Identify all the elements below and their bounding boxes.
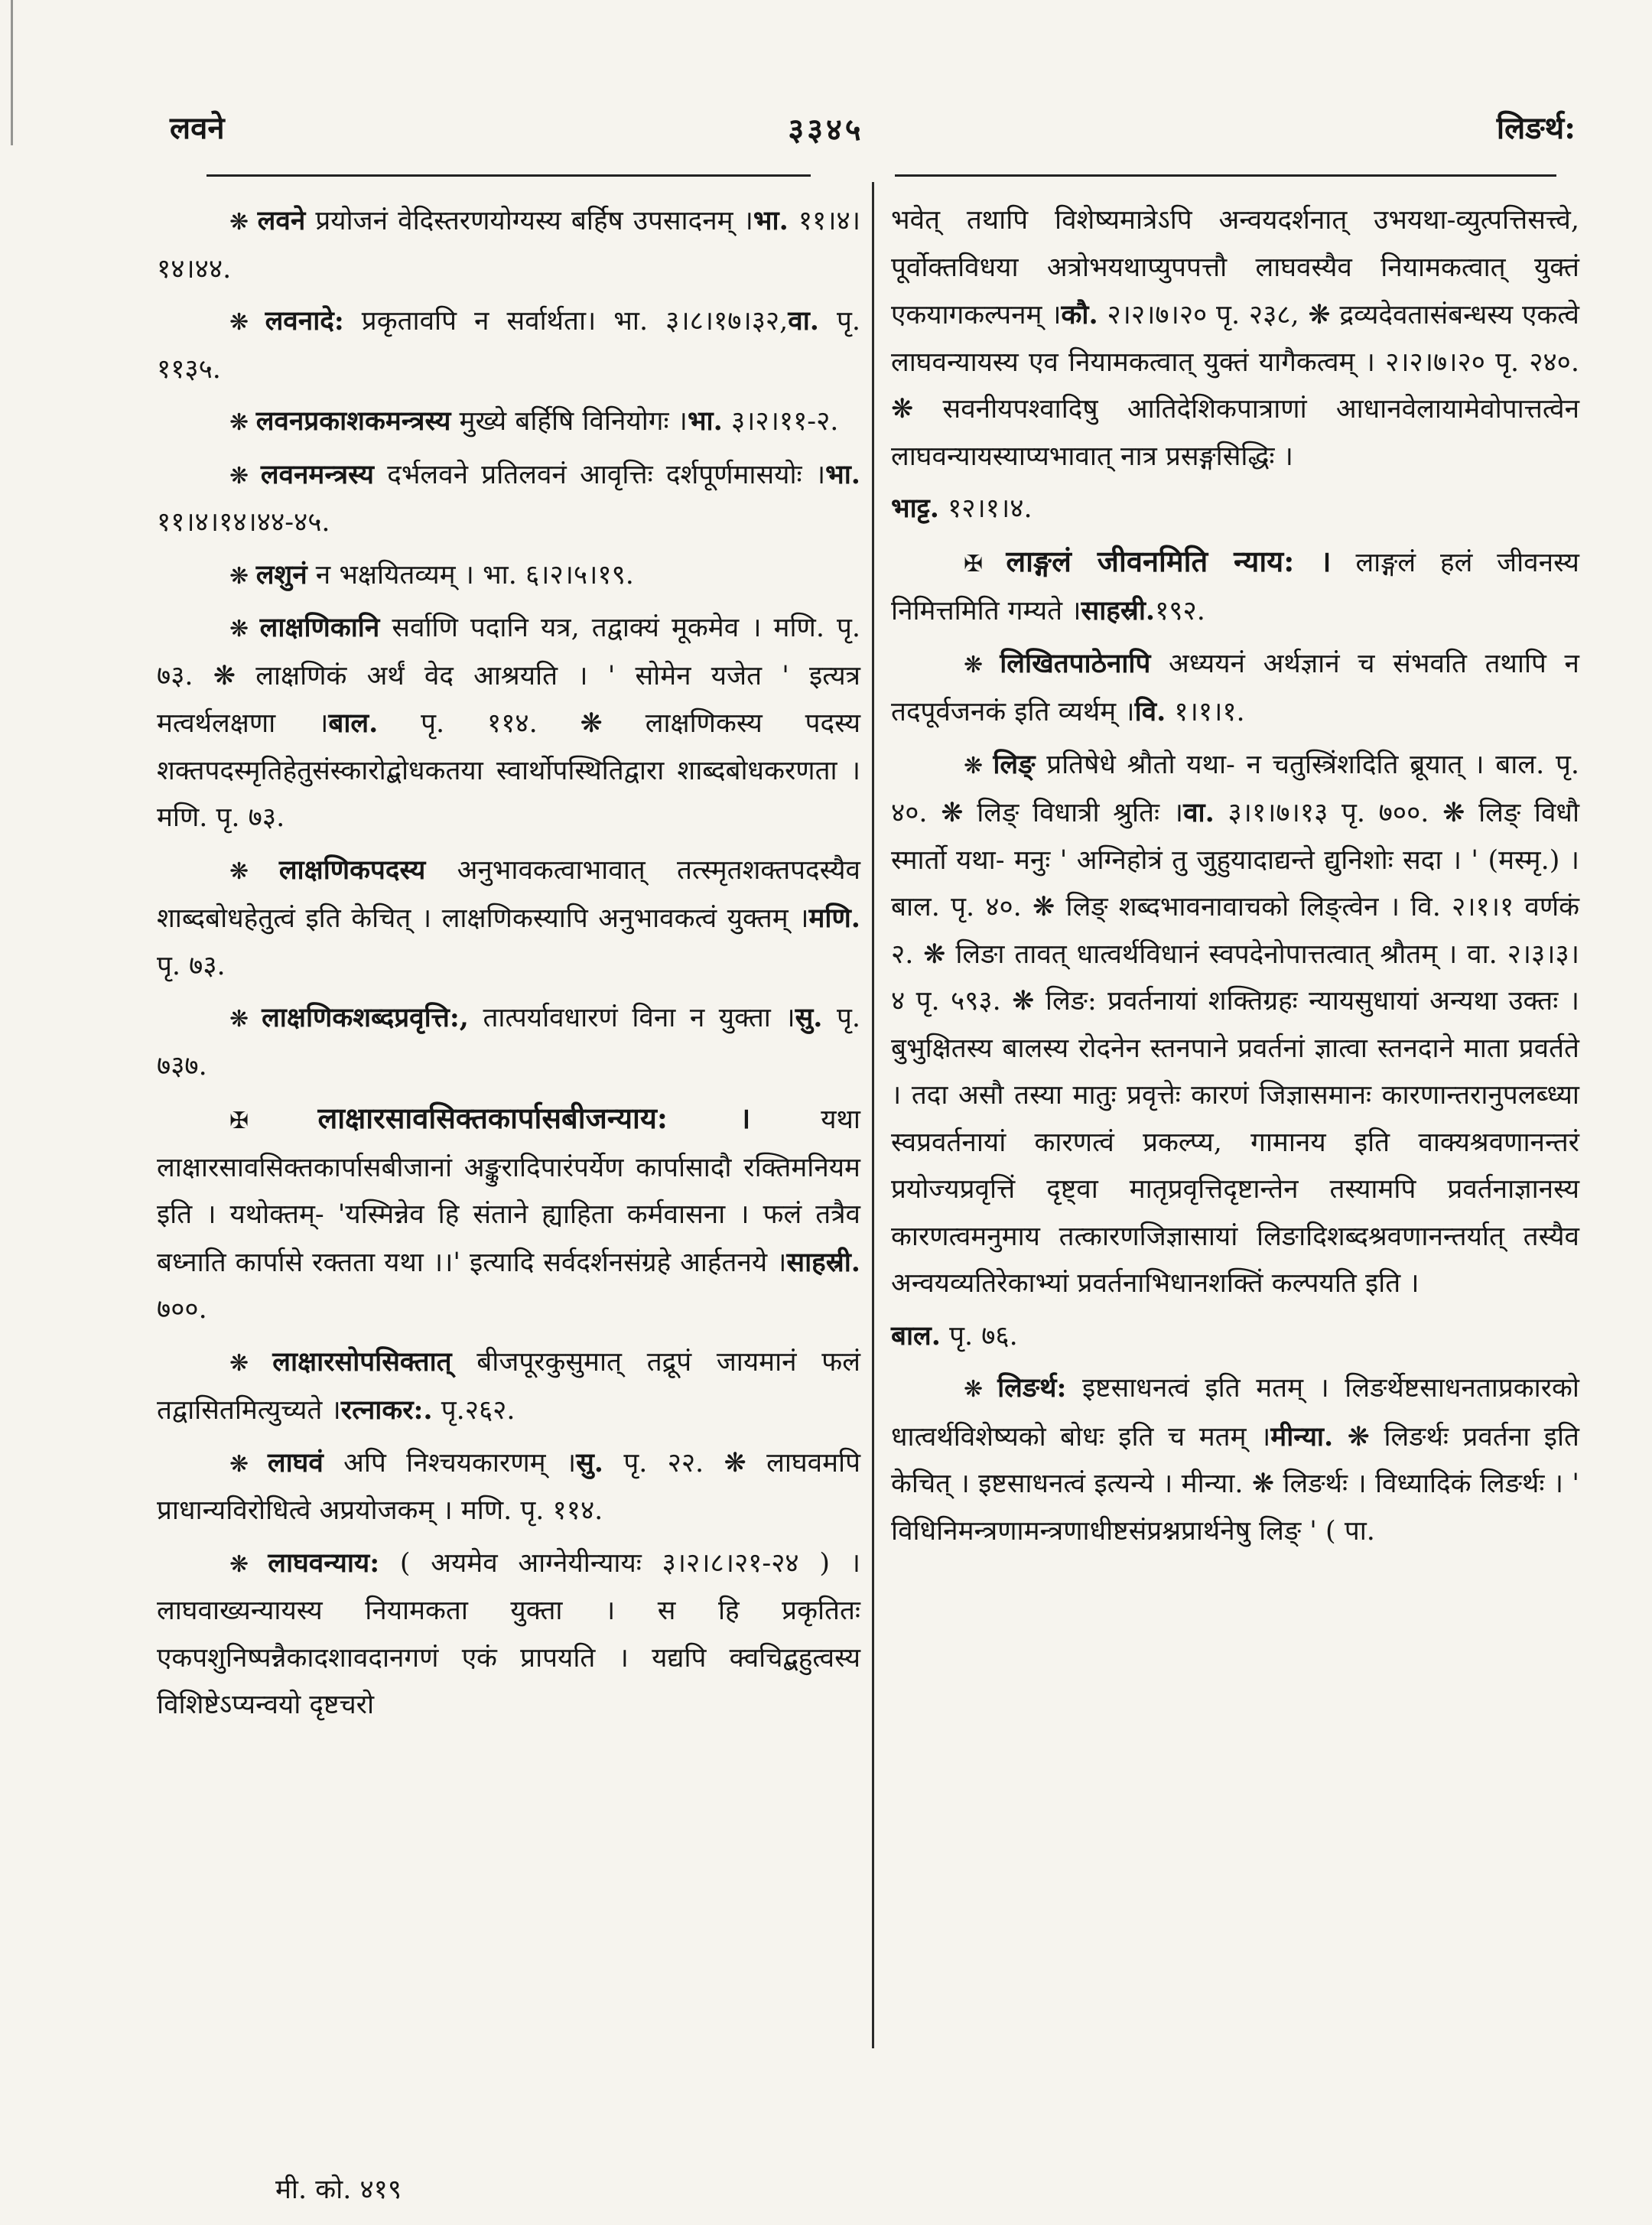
entry-source: वा. [788,305,819,337]
entry-text: तात्पर्यावधारणं विना न युक्ता । [468,1003,795,1033]
dictionary-entry [157,398,860,447]
header-rule-right [895,174,1556,177]
column-divider [872,182,874,2048]
entry-source: भा. [825,458,860,490]
dictionary-entry [891,640,1579,737]
left-column [157,197,860,1734]
entry-text: न भक्षयितव्यम् । भा. ६।२।५।१९. [307,559,634,590]
entry-reference: पृ. ७६. [940,1320,1018,1352]
entry-marker-icon: ❋ [229,1006,262,1033]
entry-reference: ३।२।११-२. [722,406,839,437]
entry-text: अपि निश्चयकारणम् । [323,1447,577,1478]
entry-reference: पृ. २२. ❋ लाघवमपि प्राधान्यविरोधित्वे अप्रयोजकम् । मणि. पृ. ११४. [157,1447,860,1526]
entry-headword: लाक्षणिकानि [259,612,380,643]
entry-marker-icon: ❋ [229,1550,268,1578]
entry-headword: लाङ्गलं जीवनमिति न्याय: । [1006,543,1332,578]
dictionary-entry [891,538,1579,636]
entry-reference: २।२।७।२० पृ. २३८, ❋ द्रव्यदेवतासंबन्धस्य एकत्वे लाघवन्यायस्य एव नियामकत्वात् युक्तं यागैकत्वम् । २।२।७।२० पृ. २४०. ❋ सवनीयपश्वादिषु आतिदेशिकपात्राणां आधानवेलायामेवोपात्तत्वेन लाघवन्यायस्याप्यभावात् नात्र प्रसङ्गसिद्धिः । [891,300,1579,472]
dictionary-entry [891,1365,1579,1555]
entry-marker-icon: ❋ [964,752,993,779]
entry-text: दर्भलवने प्रतिलवनं आवृत्तिः दर्शपूर्णमासयोः । [373,459,826,490]
entry-reference: १९२. [1155,596,1205,626]
entry-reference: ७००. [157,1294,207,1325]
entry-headword: लाक्षारसोपसिक्तात् [272,1345,452,1378]
entry-reference: ११।४।१४।४४-४५. [157,507,330,538]
entry-source: रत्नाकर:. [340,1394,433,1426]
entry-headword: लिङ् [993,748,1036,780]
entry-marker-icon: ❋ [229,1349,273,1377]
entry-reference: पृ. ७३. [157,950,226,981]
entry-text: प्रयोजनं वेदिस्तरणयोग्यस्य बर्हिष उपसादनम् । [305,206,753,236]
entry-source: वि. [1134,696,1166,727]
entry-headword: लाक्षारसावसिक्तकार्पासबीजन्याय: । [317,1101,751,1135]
entry-text: इष्टसाधनत्वं इति मतम् । लिङर्थेष्टसाधनताप्रकारको धात्वर्थविशेष्यको बोधः इति च मतम् । [891,1373,1579,1452]
scan-margin-mark [11,0,13,145]
dictionary-entry [157,298,860,393]
entry-headword: लिङर्थ: [997,1372,1067,1404]
entry-text: अनुभावकत्वाभावात् तत्स्मृतशक्तपदस्यैव शाब्दबोधहेतुत्वं इति केचित् । लाक्षणिकस्यापि अनुभावकत्वं युक्तम् । [157,854,860,934]
entry-source: कौ. [1061,299,1098,330]
entry-marker-icon: ❋ [229,1450,268,1478]
entry-headword: लाघवं [267,1446,324,1478]
entry-marker-icon: ❋ [229,562,256,590]
dictionary-entry [891,1313,1579,1361]
entry-reference: पृ.२६२. [432,1395,515,1426]
header-right-word: लिङर्थ: [1496,110,1576,146]
entry-reference: पृ. ७३७. [157,1003,860,1082]
entry-headword: लवने [257,205,306,236]
dictionary-entry [891,741,1579,1308]
dictionary-entry [157,1439,860,1535]
entry-text: प्रतिषेधे श्रौतो यथा- न चतुस्त्रिंशदिति ब्रूयात् । बाल. पृ. ४०. ❋ लिङ् विधात्री श्रुतिः । [891,749,1579,828]
entry-source: भा. [753,205,789,236]
entry-marker-icon: ❋ [229,409,256,436]
entry-text: मुख्ये बर्हिषि विनियोगः । [450,406,688,437]
dictionary-entry [157,551,860,600]
entry-source: बाल. [328,708,379,739]
entry-text: यथा लाक्षारसावसिक्तकार्पासबीजानां अङ्कुरादिपारंपर्येण कार्पासादौ रक्तिमनियम इति । यथोक्तम्- 'यस्मिन्नेव हि संताने ह्याहिता कर्मवासना । फलं तत्रैव बध्नाति कार्पासे रक्तता यथा ।।' इत्यादि सर्वदर्शनसंग्रहे आर्हतनये । [157,1104,860,1278]
entry-text: बीजपूरकुसुमात् तद्रूपं जायमानं फलं तद्वासितमित्युच्यते । [157,1346,860,1426]
entry-headword: लवनादे: [265,305,344,337]
entry-marker-icon: ✠ [964,550,1006,577]
dictionary-entry [157,451,860,547]
entry-reference: ११।४।१४।४४. [157,206,860,285]
entry-reference: १।१।१. [1166,697,1245,727]
dictionary-entry [891,197,1579,480]
entry-marker-icon: ❋ [229,616,260,642]
entry-marker-icon: ❋ [964,651,1000,678]
entry-marker-icon: ❋ [229,857,279,885]
entry-source: साहस्री. [786,1246,860,1278]
dictionary-entry [157,1095,860,1334]
entry-source: मीन्या. [1270,1420,1334,1452]
entry-marker-icon: ❋ [229,309,265,336]
header-left-word: लवने [170,110,225,146]
entry-headword: लवनमन्त्रस्य [260,458,374,490]
dictionary-entry [157,847,860,991]
entry-text: प्रकृतावपि न सर्वार्थता। भा. ३।८।१७।३२, [343,306,789,337]
entry-source: वा. [1183,797,1215,828]
entry-headword: लाघवन्याय: [268,1547,380,1579]
entry-source: सु. [795,1002,823,1033]
entry-headword: लशुनं [255,558,307,590]
entry-source: सु. [576,1446,603,1478]
entry-reference: पृ. ११३५. [157,306,860,385]
entry-headword: लिखितपाठेनापि [1000,647,1151,679]
entry-source: भाट्ट. [891,493,939,524]
entry-source: मणि. [808,903,860,934]
entry-headword: लाक्षणिकशब्दप्रवृत्ति:, [262,1002,469,1033]
entry-text: भवेत् तथापि विशेष्यमात्रेऽपि अन्वयदर्शनात् उभयथा-व्युत्पत्तिसत्त्वे, पूर्वोक्तविधया अत्रोभयथाप्युपपत्तौ लाघवस्यैव नियामकत्वात् युक्तं एकयागकल्पनम् । [891,205,1579,330]
entry-marker-icon: ❋ [964,1376,998,1403]
entry-text: सर्वाणि पदानि यत्र, तद्वाक्यं मूकमेव । मणि. पृ. ७३. ❋ लाक्षणिकं अर्थं वेद आश्रयति । ' सोमेन यजेत ' इत्यत्र मत्वर्थलक्षणा । [157,613,860,739]
entry-source: बाल. [891,1319,941,1352]
dictionary-entry [157,1339,860,1435]
entry-reference: पृ. ११४. ❋ लाक्षणिकस्य पदस्य शक्तपदस्मृतिहेतुसंस्कारोद्बोधकतया स्वार्थोपस्थितिद्वारा शाब्दबोधकरणता । मणि. पृ. ७३. [157,708,861,833]
right-column [891,197,1579,1560]
entry-marker-icon: ✠ [229,1108,318,1134]
dictionary-entry [157,994,860,1090]
entry-reference: १२।१।४. [938,493,1032,524]
page-number: ३३४५ [788,112,864,148]
entry-source: भा. [687,405,723,437]
entry-text: अध्ययनं अर्थज्ञानं च संभवति तथापि न तदपूर्वजनकं इति व्यर्थम् । [891,648,1579,727]
entry-text: ( अयमेव आग्नेयीन्यायः ३।२।८।२१-२४ ) । लाघवाख्यन्यायस्य नियामकता युक्ता । स हि प्रकृतितः एकपशुनिष्पन्नैकादशावदानगणं एकं प्रापयति । यद्यपि क्वचिद्बहुत्वस्य विशिष्टेऽप्यन्वयो दृष्टचरो [157,1547,860,1720]
entry-marker-icon: ❋ [229,209,258,236]
dictionary-entry [157,197,860,293]
entry-headword: लवनप्रकाशकमन्त्रस्य [255,405,451,437]
dictionary-entry [157,1540,860,1729]
entry-reference: ❋ लिङर्थः प्रवर्तना इति केचित् । इष्टसाधनत्वं इत्यन्ये । मीन्या. ❋ लिङर्थः । विध्यादिकं लिङर्थः । ' विधिनिमन्त्रणामन्त्रणाधीष्टसंप्रश्नप्रार्थनेषु लिङ् ' ( पा. [891,1421,1579,1547]
dictionary-entry [157,604,860,842]
entry-marker-icon: ❋ [229,462,261,490]
dictionary-entry [891,485,1579,533]
entry-text: लाङ्गलं हलं जीवनस्य निमित्तमिति गम्यते । [891,547,1579,626]
header-rule-left [206,174,811,177]
footer-catchword: मी. को. ४१९ [275,2175,402,2205]
entry-headword: लाक्षणिकपदस्य [278,854,426,886]
entry-source: साहस्री. [1081,595,1156,626]
entry-reference: ३।१।७।१३ पृ. ७००. ❋ लिङ् विधौ स्मार्तो यथा- मनुः ' अग्निहोत्रं तु जुहुयादाद्यन्ते द्युनिशोः सदा । ' (मस्मृ.) । बाल. पृ. ४०. ❋ लिङ् शब्दभावनावाचको लिङ्त्वेन । वि. २।१।१ वर्णकं २. ❋ लिङा तावत् धात्वर्थविधानं स्वपदेनोपात्तत्वात् श्रौतम् । वा. २।३।३।४ पृ. ५९३. ❋ लिङ: प्रवर्तनायां शक्तिग्रहः न्यायसुधायां अन्यथा उक्तः । बुभुक्षितस्य बालस्य रोदनेन स्तनपाने प्रवर्तनां ज्ञात्वा स्तनदाने माता प्रवर्तते । तदा असौ तस्या मातुः प्रवृत्तेः कारणं जिज्ञासमानः कारणान्तरानुपलब्ध्या स्वप्रवर्तनायां कारणत्वं प्रकल्प्य, गामानय इति वाक्यश्रवणानन्तरं प्रयोज्यप्रवृत्तिं दृष्ट्वा मातृप्रवृत्तिदृष्टान्तेन तस्यामपि प्रवर्तनाज्ञानस्य कारणत्वमनुमाय तत्कारणजिज्ञासायां लिङादिशब्दश्रवणानन्तर्यात् तस्यैव अन्वयव्यतिरेकाभ्यां प्रवर्तनाभिधानशक्तिं कल्पयति इति । [891,798,1580,1299]
